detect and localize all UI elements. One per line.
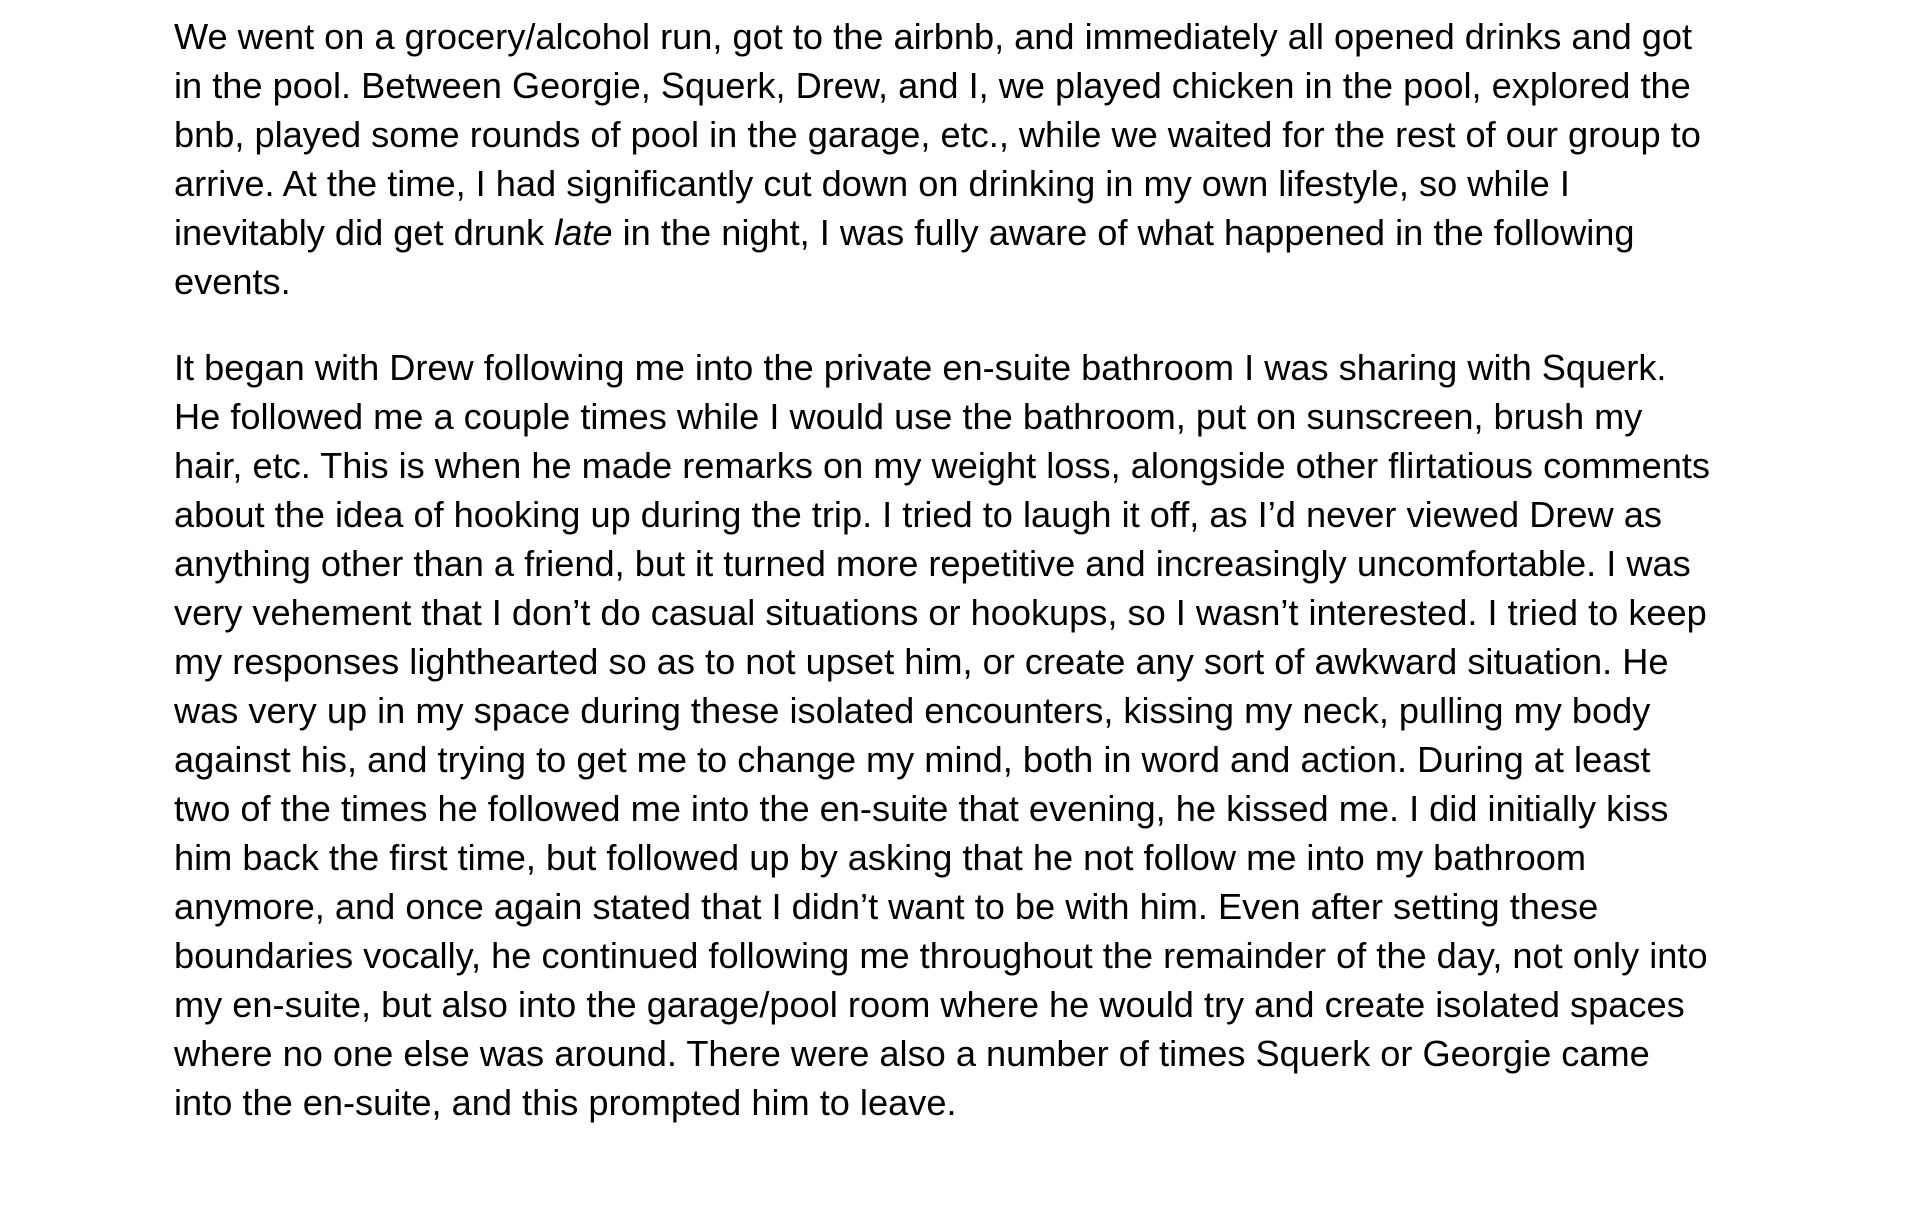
text-segment: bnb, played some rounds of pool in the garage, etc., while we waited for the rest of our group to (174, 114, 1701, 155)
text-line (174, 343, 1774, 392)
text-segment: arrive. At the time, I had significantly cut down on drinking in my own lifestyle, so while I (174, 163, 1570, 204)
text-line (174, 12, 1774, 61)
text-segment: boundaries vocally, he continued following me throughout the remainder of the day, not only into (174, 935, 1708, 976)
text-segment: hair, etc. This is when he made remarks on my weight loss, alongside other flirtatious comments (174, 445, 1710, 486)
text-line (174, 784, 1774, 833)
text-segment: anything other than a friend, but it turned more repetitive and increasingly uncomfortable. I was (174, 543, 1691, 584)
text-line (174, 882, 1774, 931)
text-line (174, 159, 1774, 208)
text-segment: into the en-suite, and this prompted him to leave. (174, 1082, 957, 1123)
text-segment: against his, and trying to get me to change my mind, both in word and action. During at least (174, 739, 1651, 780)
italic-text: late (554, 212, 613, 253)
text-segment: anymore, and once again stated that I didn’t want to be with him. Even after setting these (174, 886, 1599, 927)
paragraph-1 (174, 12, 1774, 306)
text-segment: in the night, I was fully aware of what happened in the following (612, 212, 1635, 253)
text-segment: was very up in my space during these isolated encounters, kissing my neck, pulling my body (174, 690, 1651, 731)
text-segment: two of the times he followed me into the en-suite that evening, he kissed me. I did initially kiss (174, 788, 1669, 829)
text-segment: where no one else was around. There were also a number of times Squerk or Georgie came (174, 1033, 1650, 1074)
text-segment: events. (174, 261, 291, 302)
text-line (174, 833, 1774, 882)
paragraph-2 (174, 343, 1774, 1127)
text-line (174, 490, 1774, 539)
text-line (174, 686, 1774, 735)
text-segment: my responses lighthearted so as to not upset him, or create any sort of awkward situation. He (174, 641, 1669, 682)
text-segment: inevitably did get drunk (174, 212, 555, 253)
text-line (174, 980, 1774, 1029)
text-segment: him back the first time, but followed up by asking that he not follow me into my bathroom (174, 837, 1587, 878)
text-line (174, 257, 1774, 306)
document-body (174, 12, 1774, 1127)
text-line (174, 110, 1774, 159)
text-line (174, 588, 1774, 637)
text-line (174, 61, 1774, 110)
text-line (174, 637, 1774, 686)
text-line (174, 1029, 1774, 1078)
text-line (174, 539, 1774, 588)
text-segment: We went on a grocery/alcohol run, got to the airbnb, and immediately all opened drinks and got (174, 16, 1693, 57)
text-line (174, 1078, 1774, 1127)
text-segment: my en-suite, but also into the garage/pool room where he would try and create isolated spaces (174, 984, 1685, 1025)
text-line (174, 208, 1774, 257)
text-line (174, 931, 1774, 980)
text-line (174, 735, 1774, 784)
text-segment: in the pool. Between Georgie, Squerk, Drew, and I, we played chicken in the pool, explored the (174, 65, 1691, 106)
text-segment: He followed me a couple times while I would use the bathroom, put on sunscreen, brush my (174, 396, 1643, 437)
text-segment: very vehement that I don’t do casual situations or hookups, so I wasn’t interested. I tried to keep (174, 592, 1707, 633)
text-segment: It began with Drew following me into the private en-suite bathroom I was sharing with Squerk. (174, 347, 1667, 388)
text-line (174, 392, 1774, 441)
text-line (174, 441, 1774, 490)
text-segment: about the idea of hooking up during the trip. I tried to laugh it off, as I’d never viewed Drew as (174, 494, 1662, 535)
